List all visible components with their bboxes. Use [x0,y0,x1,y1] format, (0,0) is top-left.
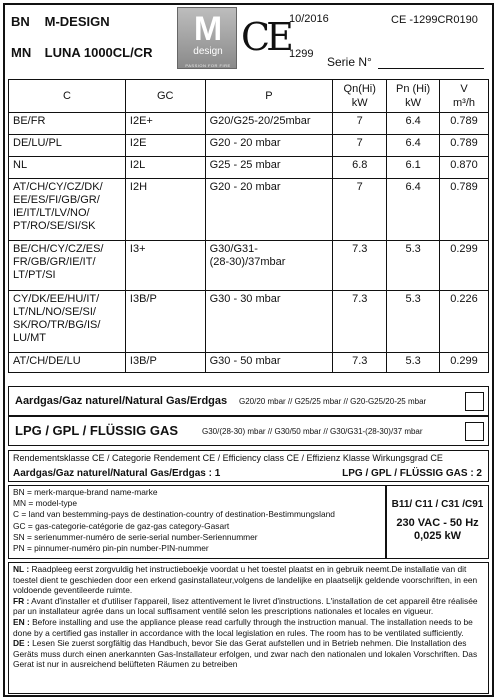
brand-value: M-DESIGN [44,14,110,29]
serial-number-field [378,68,484,69]
cell-pressure: G20 - 20 mbar [205,135,333,157]
cell-pressure: G30 - 30 mbar [205,291,333,353]
cell-country: DE/LU/PL [9,135,126,157]
legend-item: GC = gas-categorie-catégorie de gaz-gas category-Gasart [13,520,230,531]
column-header-volume: V m³/h [440,80,489,113]
efficiency-lpg: LPG / GPL / FLÜSSIG GAS : 2 [342,468,482,479]
cell-nominal-power: 6.1 [387,157,440,179]
cell-nominal-power: 5.3 [387,291,440,353]
lpg-gas-pressures: G30/(28-30) mbar // G30/50 mbar // G30/G31-(28-30)/37 mbar [202,427,423,436]
electrical-spec [386,485,489,559]
model-value: LUNA 1000CL/CR [44,45,153,60]
abbreviation-legend [8,485,386,559]
model-label: MN [11,45,32,60]
column-header-pressure: P [205,80,333,113]
cell-country: BE/CH/CY/CZ/ES/ FR/GB/GR/IE/IT/ LT/PT/SI [9,241,126,291]
column-header-nominal-load: Qn(Hi) kW [333,80,387,113]
cell-nominal-load: 6.8 [333,157,387,179]
table-row [9,353,489,373]
ce-date: 10/2016 [289,13,329,25]
legend-item: SN = serienummer-numéro de serie-serial number-Seriennummer [13,531,258,542]
data-plate [3,3,494,697]
ce-certificate-code: CE -1299CR0190 [391,14,478,26]
cell-pressure: G25 - 25 mbar [205,157,333,179]
cell-nominal-power: 6.4 [387,179,440,241]
model-row [11,45,153,60]
serial-number-label: Serie N° [327,55,372,69]
cell-volume: 0.299 [440,353,489,373]
natural-gas-pressures: G20/20 mbar // G25/25 mbar // G20-G25/20-25 mbar [239,397,427,406]
logo-word: design [193,46,223,57]
instruction-nl: NL : Raadpleeg eerst zorgvuldig het instructieboekje voordat u het toestel plaatst en in gebruik neemt.De installatie van dit toestel dient te geschieden door een erkend gasinstallateur,volgens de landelijke en plaatselijk geldende voorschriften, in een voldoende geventileerde ruimte. [13,564,478,596]
cell-volume: 0.789 [440,113,489,135]
table-row [9,179,489,241]
cell-pressure: G20/G25-20/25mbar [205,113,333,135]
instruction-fr: FR : Avant d'installer et d'utiliser l'appareil, lisez attentivement le livret d'instructions. L'installation de cet appareil être réalisée par un installateur agrée dans un local suffisament ventilé selon les prescriptions nationales et locales en vigueur. [13,595,478,617]
legend-item: C = land van bestemming-pays de destination-country of destination-Bestimmungsland [13,509,335,520]
ce-notified-body-number: 1299 [289,48,314,60]
cell-pressure: G30 - 50 mbar [205,353,333,373]
instruction-de: DE : Lesen Sie zuerst sorgfältig das Handbuch, bevor Sie das Gerat aufstellen und in Betrieb nehmen. Die Installation des Geräts muss durch einen anerkannten Gas-Installateur erfolgen, und zwar nach den nationalen und lokalen Vorschriften. Das Gerat ist nur in ausreichend belüfteten Räumen zu betreiben [13,638,478,670]
cell-gas-category: I2E+ [125,113,205,135]
brand-label: BN [11,14,30,29]
cell-volume: 0.226 [440,291,489,353]
natural-gas-title: Aardgas/Gaz naturel/Natural Gas/Erdgas [15,395,228,407]
cell-gas-category: I3B/P [125,353,205,373]
cell-gas-category: I2H [125,179,205,241]
supply-voltage: 230 VAC - 50 Hz [396,517,479,529]
cell-country: CY/DK/EE/HU/IT/ LT/NL/NO/SE/SI/ SK/RO/TR/BG/IS/ LU/MT [9,291,126,353]
cell-gas-category: I2L [125,157,205,179]
natural-gas-checkbox[interactable] [465,392,484,411]
cell-country: AT/CH/DE/LU [9,353,126,373]
cell-nominal-power: 6.4 [387,135,440,157]
lpg-gas-title: LPG / GPL / FLÜSSIG GAS [15,423,179,438]
cell-volume: 0.870 [440,157,489,179]
cell-nominal-load: 7 [333,135,387,157]
table-row [9,157,489,179]
cell-country: BE/FR [9,113,126,135]
appliance-category: B11/ C11 / C31 /C91 [391,499,484,510]
cell-gas-category: I3+ [125,241,205,291]
cell-volume: 0.789 [440,135,489,157]
cell-gas-category: I2E [125,135,205,157]
column-header-country: C [9,80,126,113]
logo-tagline: PASSION FOR FIRE [185,63,231,68]
table-row [9,135,489,157]
legend-item: MN = model-type [13,498,77,509]
cell-country: NL [9,157,126,179]
cell-volume: 0.789 [440,179,489,241]
cell-nominal-power: 5.3 [387,241,440,291]
table-row [9,113,489,135]
electrical-power: 0,025 kW [413,530,462,542]
plate-header [5,5,492,76]
legend-item: BN = merk-marque-brand name-marke [13,487,158,497]
natural-gas-option [8,386,489,416]
cell-nominal-load: 7.3 [333,353,387,373]
efficiency-natural-gas: Aardgas/Gaz naturel/Natural Gas/Erdgas : 1 [13,468,221,479]
installation-instructions [8,562,489,694]
cell-nominal-load: 7.3 [333,241,387,291]
cell-nominal-load: 7.3 [333,291,387,353]
cell-nominal-load: 7 [333,113,387,135]
ce-mark-icon: CE [241,15,290,59]
cell-country: AT/CH/CY/CZ/DK/ EE/ES/FI/GB/GR/ IE/IT/LT/LV/NO/ PT/RO/SE/SI/SK [9,179,126,241]
efficiency-class-section [8,450,489,482]
cell-nominal-power: 6.4 [387,113,440,135]
cell-gas-category: I3B/P [125,291,205,353]
m-design-logo [177,7,237,69]
cell-nominal-power: 5.3 [387,353,440,373]
cell-volume: 0.299 [440,241,489,291]
logo-letter: M [193,10,223,48]
column-header-gas-category: GC [125,80,205,113]
table-header-row [9,80,489,113]
legend-item: PN = pinnumer-numéro pin-pin number-PIN-nummer [13,543,209,554]
instruction-en: EN : Before installing and use the appliance please read carfully through the instruction manual. The installation needs to be done by a certified gas installer in accordance with the local legislation en rules. The room has to be ventilated sufficiently. [13,616,473,638]
lpg-gas-checkbox[interactable] [465,422,484,441]
cell-nominal-load: 7 [333,179,387,241]
gas-category-table [8,79,489,373]
cell-pressure: G30/G31- (28-30)/37mbar [205,241,333,291]
column-header-nominal-power: Pn (Hi) kW [387,80,440,113]
cell-pressure: G20 - 20 mbar [205,179,333,241]
lpg-gas-option [8,416,489,446]
efficiency-title: Rendementsklasse CE / Categorie Rendement CE / Efficiency class CE / Effizienz Klasse Wirkungsgrad CE [13,453,443,463]
table-row [9,291,489,353]
brand-row [11,14,110,29]
table-row [9,241,489,291]
